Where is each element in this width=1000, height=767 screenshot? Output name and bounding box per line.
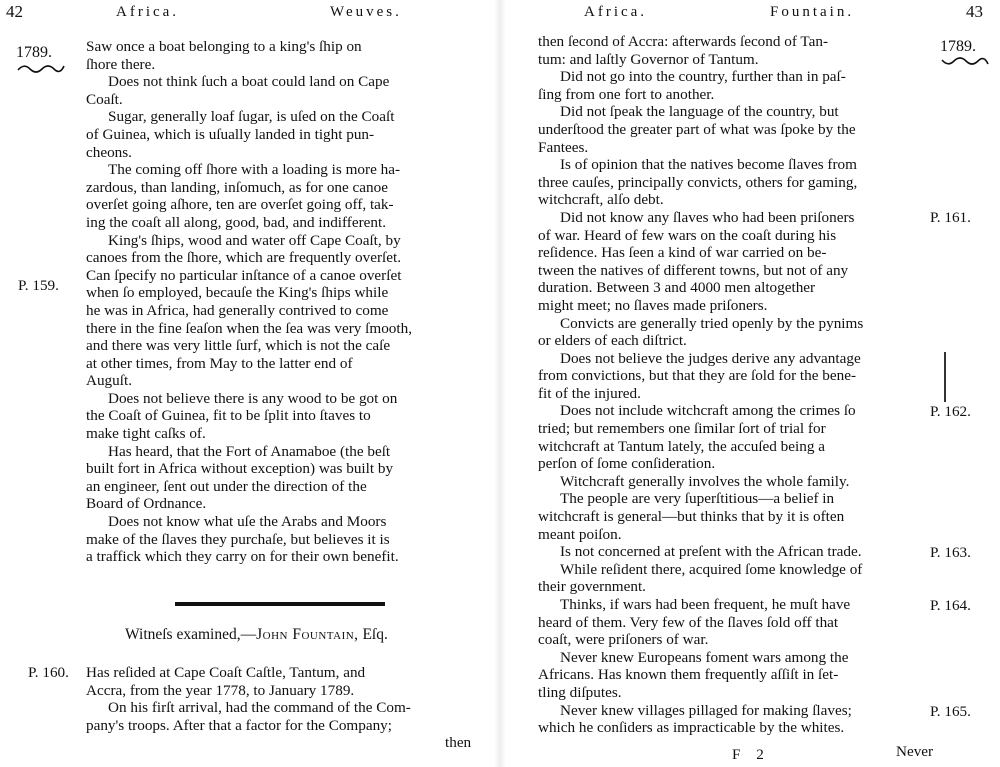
text-line: Does not include witchcraft among the crimes ſo	[560, 402, 856, 420]
text-line: Witchcraft generally involves the whole family.	[560, 472, 850, 490]
text-line: their government.	[538, 578, 646, 596]
page-reference: P. 165.	[930, 703, 971, 720]
text-line: While reſident there, acquired ſome knowledge of	[560, 560, 863, 578]
text-line: fit of the injured.	[538, 384, 641, 402]
page-reference: P. 164.	[930, 597, 971, 614]
text-line: make tight caſks of.	[86, 425, 206, 443]
running-head-left: Africa.	[584, 4, 648, 20]
right-page	[510, 0, 1000, 767]
witness-suffix: Eſq.	[358, 626, 388, 643]
text-line: from convictions, but that they are ſold for the bene-	[538, 367, 856, 385]
text-line: an engineer, ſent out under the direction of the	[86, 477, 367, 495]
page-number: 43	[966, 2, 983, 21]
text-line: Does not think ſuch a boat could land on Cape	[108, 73, 390, 91]
text-line: of war. Heard of few wars on the coaſt during his	[538, 226, 837, 244]
text-line: Is of opinion that the natives become ſlaves from	[560, 156, 857, 174]
text-line: which he conſiders as impracticable by the whites.	[538, 719, 845, 737]
text-line: and there was very little ſurf, which is not the caſe	[86, 337, 391, 355]
text-line: Auguſt.	[86, 372, 132, 390]
signature-mark: F 2	[732, 746, 770, 763]
text-line: meant poiſon.	[538, 525, 622, 543]
margin-year: 1789.	[940, 38, 976, 55]
text-line: ing the coaſt all along, good, bad, and indifferent.	[86, 213, 387, 231]
text-line: witchcraft is general—but thinks that by it is often	[538, 508, 845, 526]
text-line: a traffick which they carry on for their own benefit.	[86, 548, 399, 566]
text-line: The people are very ſuperſtitious—a belief in	[560, 490, 835, 508]
text-line: make of the ſlaves they purchaſe, but believes it is	[86, 530, 390, 548]
catchword: then	[445, 734, 472, 751]
text-line: tum: and laſtly Governor of Tantum.	[538, 50, 759, 68]
squiggle-ornament	[940, 56, 990, 68]
text-line: might meet; no ſlaves made priſoners.	[538, 296, 768, 314]
witness-name: John Fountain,	[256, 626, 359, 643]
left-page	[0, 0, 490, 767]
text-line: the Coaſt of Guinea, fit to be ſplit into ſtaves to	[86, 407, 371, 425]
book-gutter	[494, 0, 506, 767]
text-line: Never knew villages pillaged for making ſlaves;	[560, 701, 852, 719]
text-line: there in the fine ſeaſon when the ſea was very ſmooth,	[86, 319, 412, 337]
text-line: reſidence. Has ſeen a kind of war carried on be-	[538, 244, 827, 262]
text-line: at other times, from May to the latter end of	[86, 354, 353, 372]
text-line: Did not ſpeak the language of the country, but	[560, 103, 839, 121]
page-reference: P. 163.	[930, 544, 971, 561]
text-line: when ſo employed, becauſe the King's ſhips while	[86, 284, 389, 302]
text-line: he was in Africa, had generally contrived to come	[86, 301, 389, 319]
text-line: Accra, from the year 1778, to January 1789.	[86, 681, 355, 699]
witness-prefix: Witneſs examined,—	[125, 626, 257, 643]
text-line: witchcraft at Tantum lately, the accuſed being a	[538, 437, 825, 455]
text-line: Coaſt.	[86, 90, 123, 108]
text-line: Board of Ordnance.	[86, 495, 207, 513]
text-line: Saw once a boat belonging to a king's ſhip on	[86, 38, 362, 55]
text-block-2	[86, 664, 471, 734]
page-reference: P. 161.	[930, 209, 971, 226]
witness-heading	[125, 626, 388, 644]
text-line: Does not believe the judges derive any advantage	[560, 349, 861, 367]
margin-brace	[944, 352, 946, 402]
text-line: Convicts are generally tried openly by the pynims	[560, 314, 864, 332]
text-line: built fort in Africa without exception) was built by	[86, 460, 394, 478]
text-line: overſet going aſhore, ten are overſet going off, tak-	[86, 196, 394, 214]
text-line: of Guinea, which is uſually landed in tight pun-	[86, 125, 375, 143]
text-line: On his firſt arrival, had the command of the Com-	[108, 699, 411, 717]
text-line: Does not believe there is any wood to be got on	[108, 389, 398, 407]
text-line: heard of them. Very few of the ſlaves ſold off that	[538, 613, 839, 631]
page-reference: P. 160.	[28, 664, 69, 681]
text-line: Never knew Europeans foment wars among the	[560, 648, 849, 666]
text-line: Did not go into the country, further than in paſ-	[560, 68, 846, 86]
text-line: cheons.	[86, 143, 132, 161]
text-line: duration. Between 3 and 4000 men altogether	[538, 279, 816, 297]
page-reference: P. 159.	[18, 277, 59, 294]
text-line: Fantees.	[538, 138, 589, 156]
text-line: pany's troops. After that a factor for the Company;	[86, 716, 392, 734]
running-head-right: Weuves.	[330, 4, 402, 20]
text-line: then ſecond of Accra: afterwards ſecond of Tan-	[538, 33, 829, 50]
running-head-right: Fountain.	[770, 4, 855, 20]
text-line: three cauſes, principally convicts, others for gaming,	[538, 173, 858, 191]
text-line: Does not know what uſe the Arabs and Moors	[108, 513, 387, 531]
text-line: tling diſputes.	[538, 683, 622, 701]
catchword: Never	[896, 743, 934, 760]
text-line: Is not concerned at preſent with the African trade.	[560, 543, 862, 561]
text-line: coaſt, were priſoners of war.	[538, 631, 709, 649]
text-line: Did not know any ſlaves who had been priſoners	[560, 208, 855, 226]
text-block-3	[538, 33, 933, 737]
text-line: The coming off ſhore with a loading is more ha-	[108, 161, 401, 179]
section-rule	[175, 602, 385, 606]
text-line: Has heard, that the Fort of Anamaboe (the beſt	[108, 442, 391, 460]
text-line: ſing from one fort to another.	[538, 85, 715, 103]
text-line: Has reſided at Cape Coaſt Caſtle, Tantum, and	[86, 664, 366, 681]
text-line: perſon of ſome conſideration.	[538, 455, 716, 473]
squiggle-ornament	[16, 62, 66, 74]
text-line: Can ſpecify no particular inſtance of a canoe overſet	[86, 266, 402, 284]
text-line: tween the natives of different towns, but not of any	[538, 261, 849, 279]
text-line: Sugar, generally loaf ſugar, is uſed on the Coaſt	[108, 108, 395, 126]
text-line: underſtood the greater part of what was ſpoke by the	[538, 120, 856, 138]
running-head-left: Africa.	[116, 4, 180, 20]
text-line: or elders of each diſtrict.	[538, 332, 687, 350]
text-line: King's ſhips, wood and water off Cape Coaſt, by	[108, 231, 401, 249]
text-line: Thinks, if wars had been frequent, he muſt have	[560, 596, 851, 613]
text-line: witchcraft, alſo debt.	[538, 191, 664, 209]
page-reference: P. 162.	[930, 403, 971, 420]
margin-year: 1789.	[16, 44, 52, 61]
text-block-1	[86, 38, 471, 566]
text-line: canoes from the ſhore, which are frequently overſet.	[86, 249, 402, 267]
text-line: tried; but remembers one ſimilar ſort of trial for	[538, 420, 826, 438]
page-number: 42	[6, 2, 23, 21]
text-line: Africans. Has known them frequently aſſiſt in ſet-	[538, 666, 839, 684]
text-line: ſhore there.	[86, 55, 156, 73]
text-line: zardous, than landing, inſomuch, as for one canoe	[86, 178, 388, 196]
